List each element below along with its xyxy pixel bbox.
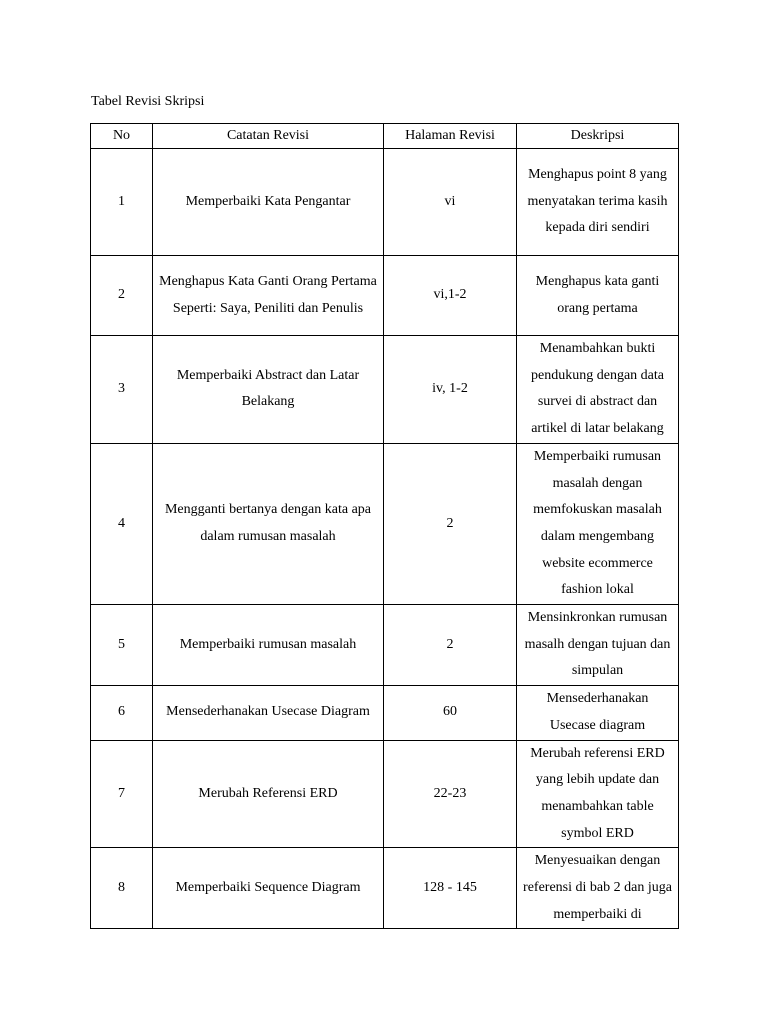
cell-catatan: Memperbaiki Kata Pengantar [153,149,384,256]
table-row [91,605,679,686]
table-row [91,256,679,336]
revision-table [90,123,679,929]
cell-no: 2 [91,256,153,336]
table-row [91,686,679,740]
cell-deskripsi: Merubah referensi ERD yang lebih update dan menambahkan table symbol ERD [517,740,679,848]
cell-no: 3 [91,336,153,444]
cell-no: 1 [91,149,153,256]
cell-catatan: Menghapus Kata Ganti Orang Pertama Seperti: Saya, Peniliti dan Penulis [153,256,384,336]
header-deskripsi: Deskripsi [517,124,679,149]
cell-halaman: 128 - 145 [384,848,517,929]
cell-halaman: vi [384,149,517,256]
cell-deskripsi: Menyesuaikan dengan referensi di bab 2 dan juga memperbaiki di [517,848,679,929]
cell-deskripsi: Menghapus kata ganti orang pertama [517,256,679,336]
cell-catatan: Mensederhanakan Usecase Diagram [153,686,384,740]
cell-catatan: Mengganti bertanya dengan kata apa dalam rumusan masalah [153,443,384,604]
header-halaman-revisi: Halaman Revisi [384,124,517,149]
table-row [91,848,679,929]
cell-halaman: vi,1-2 [384,256,517,336]
cell-halaman: 22-23 [384,740,517,848]
cell-catatan: Memperbaiki Abstract dan Latar Belakang [153,336,384,444]
table-row [91,149,679,256]
cell-no: 6 [91,686,153,740]
cell-no: 4 [91,443,153,604]
cell-catatan: Memperbaiki rumusan masalah [153,605,384,686]
cell-deskripsi: Memperbaiki rumusan masalah dengan memfokuskan masalah dalam mengembang website ecommerce fashion lokal [517,443,679,604]
table-row [91,740,679,848]
page-title: Tabel Revisi Skripsi [91,94,205,109]
cell-halaman: iv, 1-2 [384,336,517,444]
cell-catatan: Memperbaiki Sequence Diagram [153,848,384,929]
cell-halaman: 2 [384,605,517,686]
cell-deskripsi: Mensederhanakan Usecase diagram [517,686,679,740]
table-header-row [91,124,679,149]
table-row [91,336,679,444]
cell-no: 7 [91,740,153,848]
cell-deskripsi: Menghapus point 8 yang menyatakan terima kasih kepada diri sendiri [517,149,679,256]
cell-catatan: Merubah Referensi ERD [153,740,384,848]
header-catatan-revisi: Catatan Revisi [153,124,384,149]
cell-deskripsi: Menambahkan bukti pendukung dengan data survei di abstract dan artikel di latar belakang [517,336,679,444]
table-row [91,443,679,604]
header-no: No [91,124,153,149]
cell-halaman: 60 [384,686,517,740]
cell-no: 8 [91,848,153,929]
cell-deskripsi: Mensinkronkan rumusan masalh dengan tujuan dan simpulan [517,605,679,686]
cell-no: 5 [91,605,153,686]
cell-halaman: 2 [384,443,517,604]
